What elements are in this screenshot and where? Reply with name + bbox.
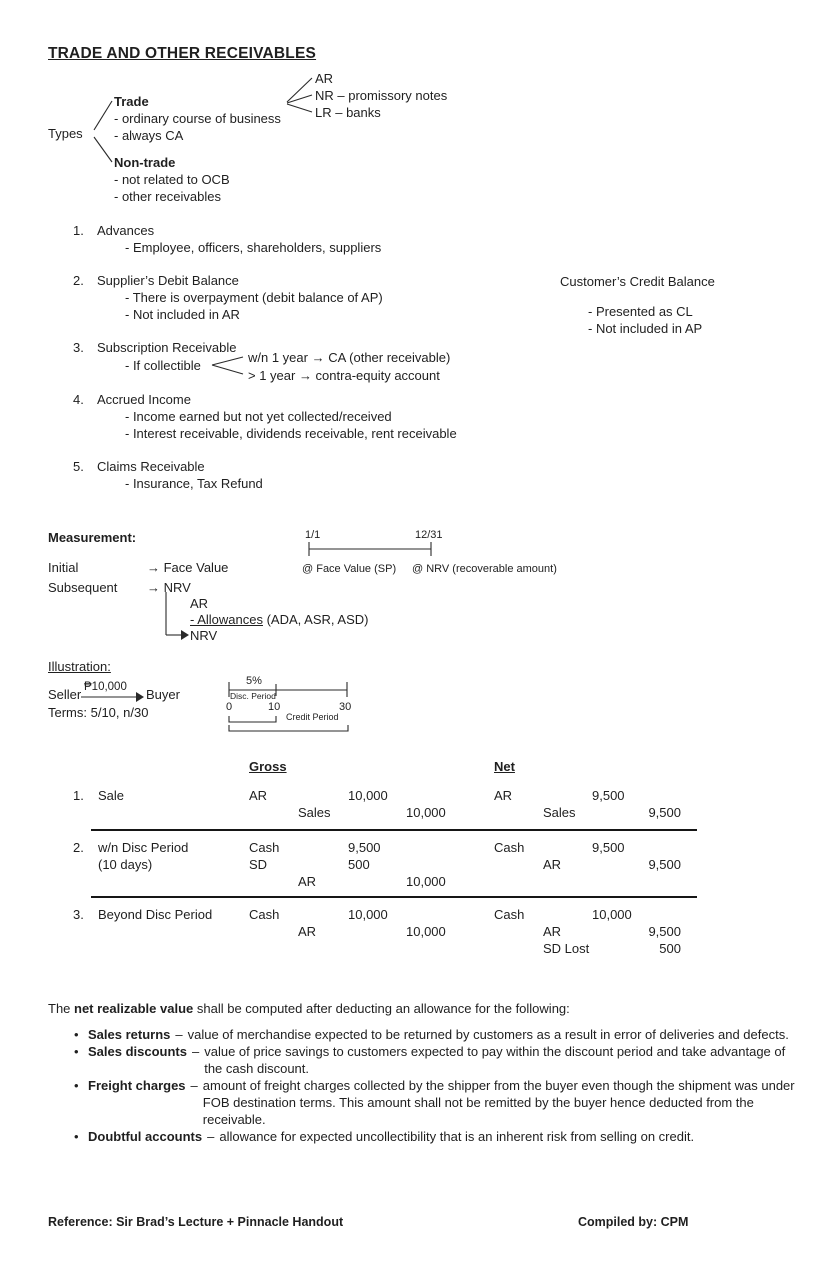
collectible-branch: w/n 1 year → CA (other receivable) [248, 350, 451, 365]
net-credit-amount: 9,500 [648, 805, 681, 820]
trade-point: - always CA [114, 128, 184, 143]
item-number: 2. [73, 273, 84, 288]
net-debit-amount: 9,500 [592, 788, 625, 803]
net-debit-amount: 9,500 [592, 840, 625, 855]
bullet-icon: • [74, 1027, 79, 1042]
customer-credit-sub: - Not included in AP [588, 321, 703, 336]
item-sub: - There is overpayment (debit balance of AP) [125, 290, 383, 305]
subsequent-label: Subsequent [48, 580, 118, 595]
subsequent-value: → NRV [147, 580, 191, 595]
non-trade-point: - other receivables [114, 189, 221, 204]
page-title: TRADE AND OTHER RECEIVABLES [48, 45, 317, 62]
bullet-icon: • [74, 1044, 79, 1059]
initial-label: Initial [48, 560, 79, 575]
journal-row-number: 3. [73, 907, 84, 922]
journal-row-label: Beyond Disc Period [98, 907, 213, 922]
bullet-description: value of price savings to customers expected to pay within the discount period and take advantage of the cash discount. [204, 1044, 786, 1076]
bullet-icon: • [74, 1129, 79, 1144]
gross-account: AR [249, 788, 268, 803]
paragraph-text: The [48, 1001, 75, 1016]
seller-buyer-arrowhead-icon [136, 692, 144, 702]
initial-value: → Face Value [147, 560, 229, 575]
bullet-description: value of merchandise expected to be returned by customers as a result in error of deliveries and defects. [187, 1027, 789, 1042]
list-item [74, 1026, 798, 1043]
types-fork-lower-line [94, 137, 112, 162]
non-trade-heading: Non-trade [114, 155, 176, 170]
trade-heading: Trade [114, 94, 149, 109]
item-title: Subscription Receivable [97, 340, 237, 355]
net-debit-amount: 10,000 [592, 907, 632, 922]
net-account: Cash [494, 840, 525, 855]
numline-tick-label-0: 0 [226, 701, 233, 713]
gross-debit-amount: 9,500 [348, 840, 381, 855]
journal-row-number: 1. [73, 788, 84, 803]
paragraph-text: shall be computed after deducting an allowance for the following: [193, 1001, 570, 1016]
nrv-computation-line: NRV [190, 628, 218, 643]
gross-credit-amount: 10,000 [406, 924, 446, 939]
gross-account: SD [249, 857, 268, 872]
journal-row-label: w/n Disc Period [98, 840, 189, 855]
gross-debit-amount: 10,000 [348, 907, 388, 922]
journal-row-number: 2. [73, 840, 84, 855]
item-sub: - If collectible [125, 358, 201, 373]
item-sub: - Employee, officers, shareholders, suppliers [125, 240, 382, 255]
bullet-term: Doubtful accounts [88, 1129, 203, 1144]
nrv-computation-line: AR [190, 596, 209, 611]
gross-column-header: Gross [249, 759, 287, 774]
item-number: 1. [73, 223, 84, 238]
net-account: AR [494, 788, 513, 803]
allowances-underlined: - Allowances [190, 612, 263, 627]
branch-ar-label: AR [315, 71, 334, 86]
credit-period-label: Credit Period [286, 712, 339, 722]
bullet-description: allowance for expected uncollectibility that is an inherent risk from selling on credit. [219, 1129, 695, 1144]
trade-branch-lr-line [287, 104, 312, 112]
bullet-description: amount of freight charges collected by the shipper from the buyer even though the shipment was under FOB destination terms. This amount shall not be remitted by the buyer hence deducted from the receivable. [202, 1078, 795, 1127]
allowance-bullet-list [74, 1026, 798, 1145]
gross-account: AR [298, 924, 317, 939]
numline-tick-label-30: 30 [339, 701, 352, 713]
journal-row-sublabel: (10 days) [98, 857, 153, 872]
bullet-term: Freight charges [88, 1078, 186, 1093]
types-label: Types [48, 126, 83, 141]
trade-branch-ar-line [287, 78, 312, 102]
footer-compiled-by: Compiled by: CPM [578, 1215, 689, 1229]
trade-point: - ordinary course of business [114, 111, 281, 126]
net-account: Cash [494, 907, 525, 922]
journal-divider [91, 829, 697, 831]
types-fork-upper-line [94, 101, 112, 130]
seller-label: Seller [48, 687, 82, 702]
nrv-arrowhead-icon [181, 630, 189, 640]
bullet-dash: – [175, 1027, 183, 1042]
branch-nr-label: NR – promissory notes [315, 88, 448, 103]
journal-divider [91, 896, 697, 898]
bullet-dash: – [190, 1078, 198, 1093]
allowances-note: (ADA, ASR, ASD) [262, 612, 369, 627]
net-account: Sales [543, 805, 576, 820]
list-item [74, 1077, 798, 1128]
gross-account: Cash [249, 907, 280, 922]
collectible-fork-upper-line [212, 357, 243, 365]
bullet-dash: – [207, 1129, 215, 1144]
gross-credit-amount: 10,000 [406, 874, 446, 889]
net-account: AR [543, 924, 562, 939]
branch-lr-label: LR – banks [315, 105, 381, 120]
disc-period-bracket [229, 716, 276, 722]
illustration-heading: Illustration: [48, 659, 111, 674]
gross-account: Sales [298, 805, 331, 820]
list-item [74, 1128, 798, 1145]
net-account: AR [543, 857, 562, 872]
bullet-term: Sales returns [88, 1027, 171, 1042]
buyer-label: Buyer [146, 687, 180, 702]
bullet-term: Sales discounts [88, 1044, 187, 1059]
item-number: 5. [73, 459, 84, 474]
net-credit-amount: 9,500 [648, 857, 681, 872]
item-title: Advances [97, 223, 155, 238]
nrv-computation-line [190, 613, 368, 627]
list-item [74, 1043, 798, 1077]
bullet-dash: – [191, 1044, 200, 1059]
customer-credit-sub: - Presented as CL [588, 304, 693, 319]
net-column-header: Net [494, 759, 515, 774]
gross-debit-amount: 10,000 [348, 788, 388, 803]
item-sub: - Interest receivable, dividends receivable, rent receivable [125, 426, 457, 441]
paragraph-bold-text: net realizable value [74, 1001, 194, 1016]
timeline-start-date: 1/1 [305, 529, 321, 541]
customer-credit-title: Customer’s Credit Balance [560, 274, 715, 289]
item-title: Supplier’s Debit Balance [97, 273, 239, 288]
timeline-start-caption: @ Face Value (SP) [302, 563, 397, 575]
bullet-icon: • [74, 1078, 79, 1093]
non-trade-point: - not related to OCB [114, 172, 230, 187]
net-credit-amount: 9,500 [648, 924, 681, 939]
terms-label: Terms: 5/10, n/30 [48, 705, 149, 720]
gross-account: AR [298, 874, 317, 889]
measurement-heading: Measurement: [48, 530, 137, 545]
transaction-amount: ₱10,000 [84, 681, 127, 693]
item-title: Claims Receivable [97, 459, 205, 474]
gross-credit-amount: 10,000 [406, 805, 446, 820]
collectible-fork-lower-line [212, 365, 243, 374]
item-number: 4. [73, 392, 84, 407]
journal-row-label: Sale [98, 788, 125, 803]
item-number: 3. [73, 340, 84, 355]
numline-tick-label-10: 10 [268, 701, 281, 713]
timeline-end-date: 12/31 [415, 529, 443, 541]
item-sub: - Insurance, Tax Refund [125, 476, 263, 491]
item-sub: - Income earned but not yet collected/received [125, 409, 392, 424]
footer-reference: Reference: Sir Brad’s Lecture + Pinnacle Handout [48, 1215, 344, 1229]
timeline-end-caption: @ NRV (recoverable amount) [412, 563, 557, 575]
gross-account: Cash [249, 840, 280, 855]
discount-rate-label: 5% [246, 675, 262, 687]
net-credit-amount: 500 [659, 941, 681, 956]
gross-debit-amount: 500 [348, 857, 370, 872]
credit-period-bracket [229, 725, 348, 731]
item-title: Accrued Income [97, 392, 191, 407]
disc-period-label: Disc. Period [230, 691, 276, 701]
net-account: SD Lost [543, 941, 590, 956]
item-sub: - Not included in AR [125, 307, 240, 322]
collectible-branch: > 1 year → contra-equity account [248, 368, 440, 383]
nrv-paragraph [48, 1000, 790, 1017]
